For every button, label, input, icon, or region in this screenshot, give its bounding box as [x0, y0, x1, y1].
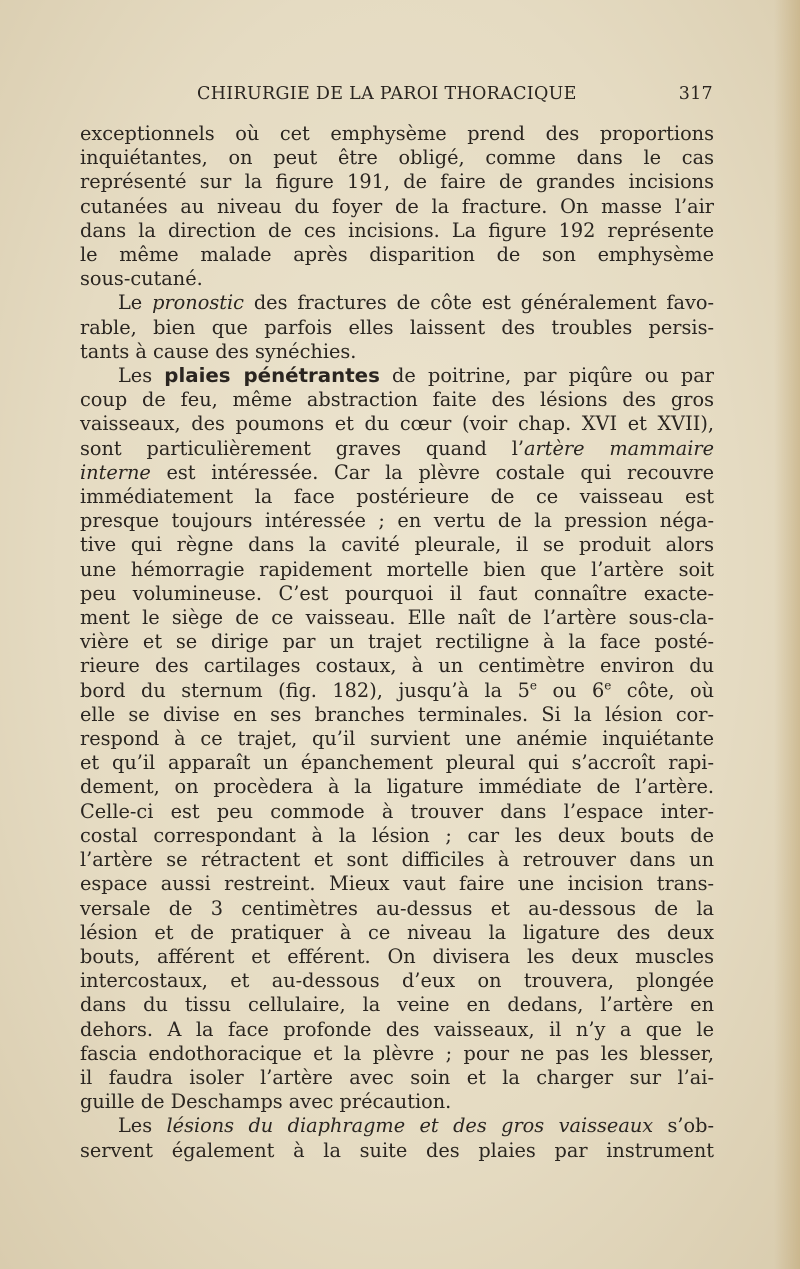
- text-line: dehors. A la face profonde des vaisseaux, il n’y a que le: [80, 1017, 714, 1041]
- text-line: dans la direction de ces incisions. La figure 192 représente: [80, 218, 714, 242]
- text-line: dement, on procèdera à la ligature immédiate de l’artère.: [80, 775, 714, 799]
- page-edge-shadow: [774, 0, 800, 1269]
- text-line: il faudra isoler l’artère avec soin et la charger sur l’ai-: [80, 1065, 714, 1089]
- text-line: et qu’il apparaît un épanchement pleural qui s’accroît rapi-: [80, 751, 714, 775]
- page-number: 317: [678, 84, 713, 104]
- text-line: vière et se dirige par un trajet rectiligne à la face posté-: [80, 630, 714, 654]
- text-line: cutanées au niveau du foyer de la fracture. On masse l’air: [80, 194, 714, 218]
- text-line: Les lésions du diaphragme et des gros vaisseaux s’ob-: [118, 1114, 714, 1138]
- text-line: immédiatement la face postérieure de ce vaisseau est: [80, 485, 714, 509]
- text-line: l’artère se rétractent et sont difficiles à retrouver dans un: [80, 848, 714, 872]
- text-line: costal correspondant à la lésion ; car les deux bouts de: [80, 823, 714, 847]
- text-line: représenté sur la figure 191, de faire de grandes incisions: [80, 170, 714, 194]
- text-line: exceptionnels où cet emphysème prend des proportions: [80, 122, 714, 145]
- text-line: tive qui règne dans la cavité pleurale, il se produit alors: [80, 533, 714, 557]
- text-line: espace aussi restreint. Mieux vaut faire une incision trans-: [80, 872, 714, 896]
- text-line: tants à cause des synéchies.: [80, 339, 357, 363]
- text-line: ment le siège de ce vaisseau. Elle naît de l’artère sous-cla-: [80, 606, 714, 630]
- text-line: sous-cutané.: [80, 267, 203, 291]
- text-line: lésion et de pratiquer à ce niveau la ligature des deux: [80, 920, 714, 944]
- text-line: fascia endothoracique et la plèvre ; pour ne pas les blesser,: [80, 1041, 714, 1065]
- text-line: bord du sternum (fig. 182), jusqu’à la 5e ou 6e côte, où: [80, 678, 714, 702]
- text-line: sont particulièrement graves quand l’artère mammaire: [80, 436, 715, 460]
- text-line: Le pronostic des fractures de côte est généralement favo-: [118, 291, 715, 315]
- text-line: une hémorragie rapidement mortelle bien que l’artère soit: [80, 557, 714, 581]
- text-line: elle se divise en ses branches terminales. Si la lésion cor-: [80, 702, 714, 726]
- text-line: peu volumineuse. C’est pourquoi il faut connaître exacte-: [80, 581, 714, 605]
- text-line: Celle-ci est peu commode à trouver dans l’espace inter-: [80, 799, 714, 823]
- text-line: interne est intéressée. Car la plèvre costale qui recouvre: [80, 460, 714, 484]
- text-line: presque toujours intéressée ; en vertu de la pression néga-: [80, 509, 714, 533]
- text-line: coup de feu, même abstraction faite des lésions des gros: [80, 388, 714, 412]
- body-text: [80, 122, 714, 1163]
- text-line: rieure des cartilages costaux, à un centimètre environ du: [80, 654, 714, 678]
- text-line: servent également à la suite des plaies par instrument: [80, 1138, 714, 1162]
- text-line: vaisseaux, des poumons et du cœur (voir chap. XVI et XVII),: [80, 412, 714, 436]
- text-line: le même malade après disparition de son emphysème: [80, 243, 714, 267]
- text-line: versale de 3 centimètres au-dessus et au-dessous de la: [80, 896, 714, 920]
- running-header: [197, 84, 713, 104]
- text-line: rable, bien que parfois elles laissent des troubles persis-: [80, 315, 714, 339]
- text-line: inquiétantes, on peut être obligé, comme dans le cas: [80, 146, 714, 170]
- text-line: respond à ce trajet, qu’il survient une anémie inquiétante: [80, 727, 714, 751]
- text-line: Les plaies pénétrantes de poitrine, par piqûre ou par: [118, 364, 714, 388]
- running-title: CHIRURGIE DE LA PAROI THORACIQUE: [197, 84, 577, 104]
- text-line: guille de Deschamps avec précaution.: [80, 1090, 452, 1114]
- text-line: bouts, afférent et efférent. On divisera les deux muscles: [80, 944, 714, 968]
- text-line: dans du tissu cellulaire, la veine en dedans, l’artère en: [80, 993, 714, 1017]
- text-line: intercostaux, et au-dessous d’eux on trouvera, plongée: [80, 969, 714, 993]
